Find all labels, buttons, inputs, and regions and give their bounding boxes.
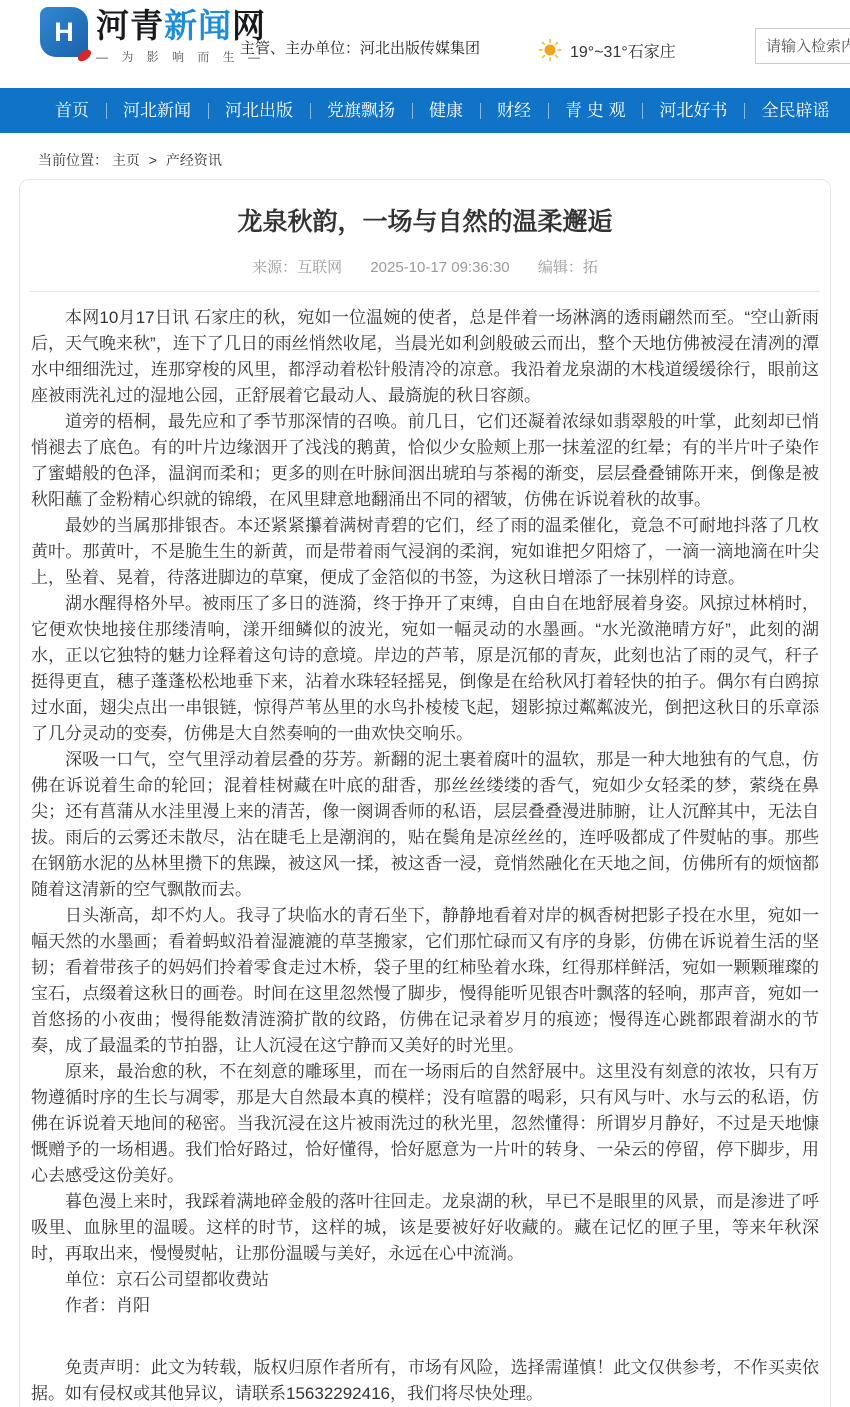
brand-part-3: 网 xyxy=(232,7,266,44)
weather-text: 19°~31°石家庄 xyxy=(570,43,676,61)
weather-widget xyxy=(538,38,676,62)
brand-part-2: 新闻 xyxy=(164,7,232,44)
breadcrumb-category-link[interactable]: 产经资讯 xyxy=(165,152,222,168)
article-unit: 单位：京石公司望都收费站 xyxy=(65,1270,269,1289)
article-container xyxy=(19,179,831,1407)
article-datetime: 2025-10-17 09:36:30 xyxy=(370,259,510,276)
article-header xyxy=(30,180,820,292)
sponsor-text: 主管、主办单位：河北出版传媒集团 xyxy=(240,40,481,57)
nav-item[interactable]: 首页 xyxy=(55,101,89,120)
article-paragraph: 道旁的梧桐，最先应和了季节那深情的召唤。前几日，它们还凝着浓绿如翡翠般的叶掌，此刻却已悄悄褪去了底色。有的叶片边缘洇开了浅浅的鹅黄，恰似少女脸颊上那一抹羞涩的红晕；有的半片叶子染作了蜜蜡般的色泽，温润而柔和；更多的则在叶脉间洇出琥珀与茶褐的渐变，层层叠叠铺陈开来，倒像是被秋阳蘸了金粉精心织就的锦缎，在风里肆意地翻涌出不同的褶皱，仿佛在诉说着秋的故事。 xyxy=(31,412,819,509)
article-paragraphs xyxy=(31,305,819,1267)
article-paragraph: 本网10月17日讯 石家庄的秋，宛如一位温婉的使者，总是伴着一场淋漓的透雨翩然而至。“空山新雨后，天气晚来秋”，连下了几日的雨丝悄然收尾，当晨光如利剑般破云而出，整个天地仿佛被浸在清冽的潭水中细细洗过，连那穿梭的风里，都浮动着松针般清冷的凉意。我沿着龙泉湖的木栈道缓缓徐行，眼前这座被雨洗礼过的湿地公园，正舒展着它最动人、最旖旎的秋日容颜。 xyxy=(31,308,819,405)
article-paragraph: 深吸一口气，空气里浮动着层叠的芬芳。新翻的泥土裹着腐叶的温软，那是一种大地独有的气息，仿佛在诉说着生命的轮回；混着桂树藏在叶底的甜香，那丝丝缕缕的香气，宛如少女轻柔的梦，萦绕在鼻尖；还有菖蒲从水洼里漫上来的清苦，像一阕调香师的私语，层层叠叠漫进肺腑，让人沉醉其中，无法自拔。雨后的云雾还未散尽，沾在睫毛上是潮润的，贴在鬓角是凉丝丝的，连呼吸都成了件熨帖的事。那些在钢筋水泥的丛林里攒下的焦躁，被这风一揉，被这香一浸，竟悄然融化在天地之间，仿佛所有的烦恼都随着这清新的空气飘散而去。 xyxy=(31,750,819,899)
nav-item[interactable]: 河北出版 xyxy=(208,88,310,133)
brand-slogan: — 为 影 响 而 生 — xyxy=(96,50,266,64)
nav-item[interactable]: 财经 xyxy=(480,88,548,133)
nav-item[interactable]: 党旗飘扬 xyxy=(310,88,412,133)
search-input[interactable] xyxy=(755,28,850,64)
nav-item[interactable]: 青 史 观 xyxy=(548,88,642,133)
article-editor: 编辑：拓 xyxy=(537,259,598,276)
nav-item[interactable]: 河北好书 xyxy=(642,88,744,133)
logo-h-icon xyxy=(40,7,88,57)
nav-item[interactable]: 健康 xyxy=(412,88,480,133)
nav-item[interactable]: 全民辟谣 xyxy=(744,88,846,133)
article-body xyxy=(30,292,820,1407)
article-paragraph: 日头渐高，却不灼人。我寻了块临水的青石坐下，静静地看着对岸的枫香树把影子投在水里，宛如一幅天然的水墨画；看着蚂蚁沿着湿漉漉的草茎搬家，它们那忙碌而又有序的身影，仿佛在诉说着生活的坚韧；看着带孩子的妈妈们拎着零食走过木桥，袋子里的红柿坠着水珠，红得那样鲜活，宛如一颗颗璀璨的宝石，点缀着这秋日的画卷。时间在这里忽然慢了脚步，慢得能听见银杏叶飘落的轻响，那声音，宛如一首悠扬的小夜曲；慢得能数清涟漪扩散的纹路，仿佛在记录着岁月的痕迹；慢得连心跳都跟着湖水的节奏，成了最温柔的节拍器，让人沉浸在这宁静而又美好的时光里。 xyxy=(31,906,819,1055)
sun-icon xyxy=(538,38,562,62)
site-logo[interactable] xyxy=(40,7,266,65)
article-paragraph: 原来，最治愈的秋，不在刻意的雕琢里，而在一场雨后的自然舒展中。这里没有刻意的浓妆，只有万物遵循时序的生长与凋零，那是大自然最本真的模样；没有喧嚣的喝彩，只有风与叶、水与云的私语，仿佛在诉说着天地间的秘密。当我沉浸在这片被雨洗过的秋光里，忽然懂得：所谓岁月静好，不过是天地慷慨赠予的一场相遇。我们恰好路过，恰好懂得，恰好愿意为一片叶的转身、一朵云的停留，停下脚步，用心去感受这份美好。 xyxy=(31,1062,819,1185)
article-disclaimer: 免责声明：此文为转载，版权归原作者所有，市场有风险，选择需谨慎！此文仅供参考，不作买卖依据。如有侵权或其他异议，请联系15632292416，我们将尽快处理。 xyxy=(31,1358,819,1403)
article-paragraph: 暮色漫上来时，我踩着满地碎金般的落叶往回走。龙泉湖的秋，早已不是眼里的风景，而是渗进了呼吸里、血脉里的温暖。这样的时节，这样的城，该是要被好好收藏的。藏在记忆的匣子里，等来年秋深时，再取出来，慢慢熨帖，让那份温暖与美好，永远在心中流淌。 xyxy=(31,1192,819,1263)
brand-part-1: 河青 xyxy=(96,7,164,44)
article-title: 龙泉秋韵，一场与自然的温柔邂逅 xyxy=(237,208,613,236)
breadcrumb-home-link[interactable]: 主页 xyxy=(111,152,140,168)
breadcrumb-separator: > xyxy=(148,152,157,168)
article-paragraph: 湖水醒得格外早。被雨压了多日的涟漪，终于挣开了束缚，自由自在地舒展着身姿。风掠过林梢时，它便欢快地接住那缕清响，漾开细鳞似的波光，宛如一幅灵动的水墨画。“水光潋滟晴方好”，此刻的湖水，正以它独特的魅力诠释着这句诗的意境。岸边的芦苇，原是沉郁的青灰，此刻也沾了雨的灵气，秆子挺得更直，穗子蓬蓬松松地垂下来，沾着水珠轻轻摇晃，倒像是在给秋风打着轻快的拍子。偶尔有白鸥掠过水面，翅尖点出一串银链，惊得芦苇丛里的水鸟扑棱棱飞起，翅影掠过粼粼波光，倒把这秋日的乐章添了几分灵动的变奏，仿佛是大自然奏响的一曲欢快交响乐。 xyxy=(31,594,819,743)
nav-item[interactable]: 河北新闻 xyxy=(106,88,208,133)
logo-red-dot xyxy=(76,47,93,63)
article-author: 作者：肖阳 xyxy=(65,1296,150,1315)
site-header xyxy=(0,0,850,88)
article-meta xyxy=(40,256,810,277)
main-nav xyxy=(0,88,850,133)
article-source: 来源：互联网 xyxy=(252,259,343,276)
breadcrumb-label: 当前位置： xyxy=(38,152,108,168)
breadcrumb xyxy=(38,150,850,170)
article-paragraph: 最妙的当属那排银杏。本还紧紧攥着满树青碧的它们，经了雨的温柔催化，竟急不可耐地抖落了几枚黄叶。那黄叶，不是脆生生的新黄，而是带着雨气浸润的柔润，宛如谁把夕阳熔了，一滴一滴地滴在叶尖上，坠着、晃着，待落进脚边的草窠，便成了金箔似的书签，为这秋日增添了一抹别样的诗意。 xyxy=(31,516,819,587)
logo-monogram: H xyxy=(54,16,74,47)
